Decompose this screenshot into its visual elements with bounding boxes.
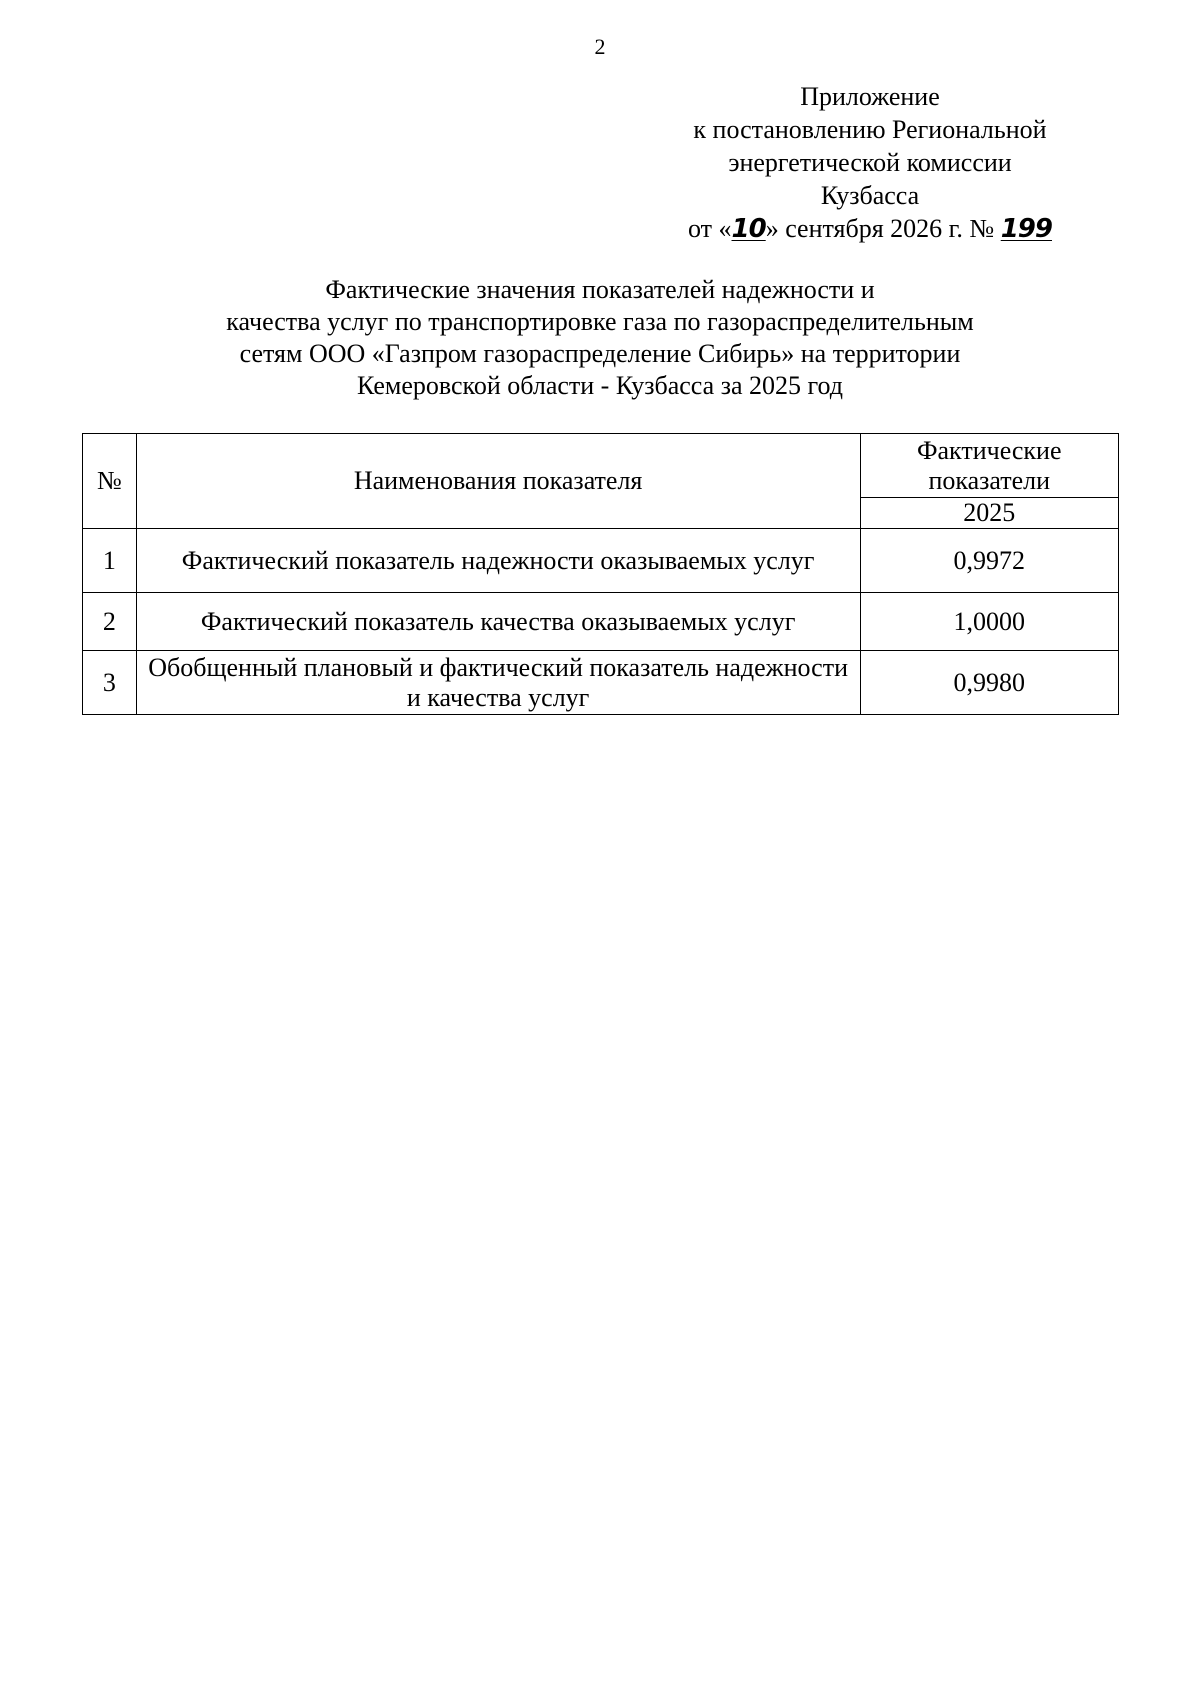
row-num: 1 bbox=[83, 529, 137, 593]
row-value: 0,9972 bbox=[860, 529, 1119, 593]
table-row bbox=[83, 651, 1119, 715]
title-line: Фактические значения показателей надежности и bbox=[325, 275, 875, 304]
title-line: Кемеровской области - Кузбасса за 2025 год bbox=[356, 371, 843, 400]
appendix-line: Приложение bbox=[800, 82, 940, 111]
row-value: 1,0000 bbox=[860, 593, 1119, 651]
row-name: Фактический показатель качества оказываемых услуг bbox=[136, 593, 860, 651]
appendix-block bbox=[650, 80, 1090, 246]
row-num: 3 bbox=[83, 651, 137, 715]
table-row bbox=[83, 593, 1119, 651]
header-values: Фактические показатели bbox=[860, 434, 1119, 498]
handwritten-doc-number: 199 bbox=[1000, 214, 1052, 244]
header-name: Наименования показателя bbox=[136, 434, 860, 529]
header-num: № bbox=[83, 434, 137, 529]
row-name: Фактический показатель надежности оказываемых услуг bbox=[136, 529, 860, 593]
date-prefix: от « bbox=[687, 214, 732, 243]
handwritten-day: 10 bbox=[731, 214, 766, 244]
document-title bbox=[120, 274, 1080, 402]
appendix-line: Кузбасса bbox=[820, 181, 920, 210]
row-value: 0,9980 bbox=[860, 651, 1119, 715]
appendix-date-line bbox=[650, 212, 1090, 246]
page-number: 2 bbox=[594, 34, 606, 59]
title-line: сетям ООО «Газпром газораспределение Сибирь» на территории bbox=[239, 339, 961, 368]
appendix-line: к постановлению Региональной bbox=[693, 115, 1047, 144]
indicators-table bbox=[82, 433, 1119, 715]
appendix-line: энергетической комиссии bbox=[728, 148, 1012, 177]
header-year: 2025 bbox=[860, 498, 1119, 529]
date-middle: » сентября 2026 г. № bbox=[765, 214, 995, 243]
title-line: качества услуг по транспортировке газа по газораспределительным bbox=[226, 307, 974, 336]
row-num: 2 bbox=[83, 593, 137, 651]
table-row bbox=[83, 529, 1119, 593]
row-name: Обобщенный плановый и фактический показатель надежности и качества услуг bbox=[136, 651, 860, 715]
table-header-row bbox=[83, 434, 1119, 498]
